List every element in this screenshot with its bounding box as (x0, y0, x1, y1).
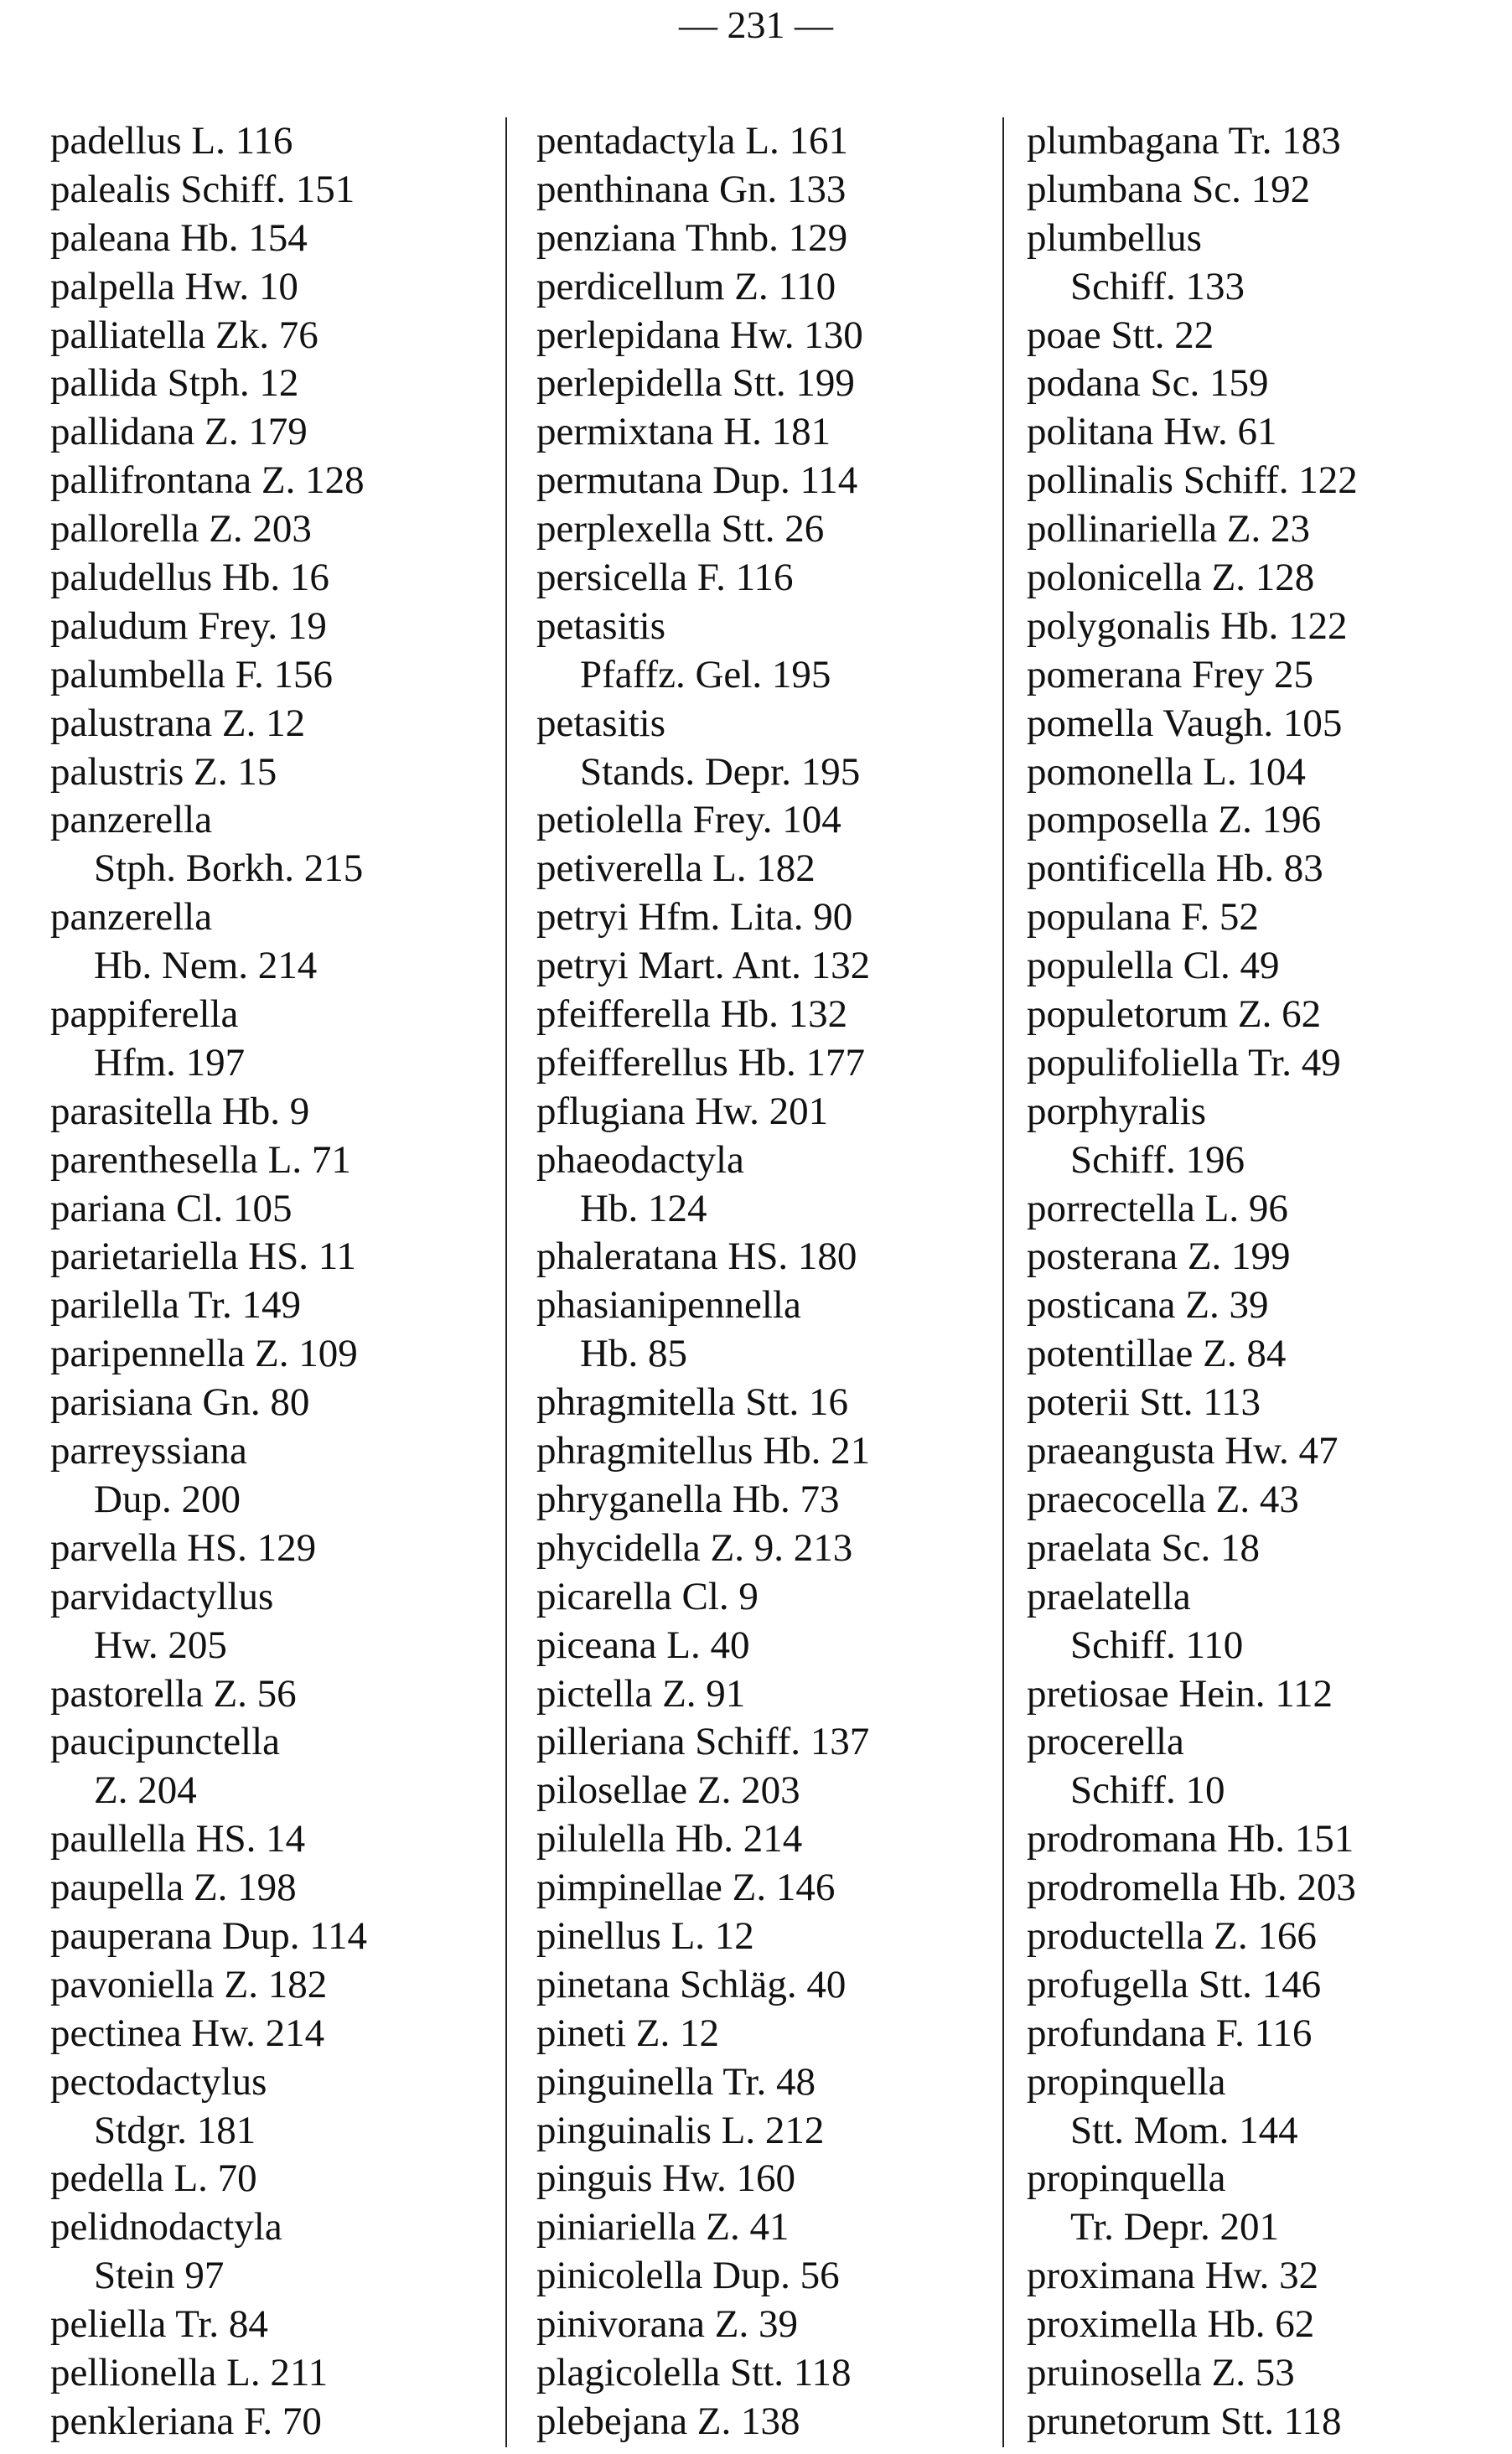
index-entry: petasitis (536, 603, 666, 648)
index-entry: perlepidella Stt. 199 (536, 361, 855, 406)
index-entry: palpella Hw. 10 (50, 264, 298, 308)
index-entry: pinellus L. 12 (536, 1913, 754, 1958)
index-entry: pinguis Hw. 160 (536, 2156, 795, 2201)
index-entry: paripennella Z. 109 (50, 1332, 358, 1376)
index-entry: Hb. 85 (580, 1332, 687, 1376)
index-entry: prodromana Hb. 151 (1027, 1817, 1354, 1861)
index-entry: pimpinellae Z. 146 (536, 1866, 836, 1910)
index-entry: Pfaffz. Gel. 195 (580, 652, 831, 696)
index-entry: pallifrontana Z. 128 (50, 458, 365, 503)
index-entry: politana Hw. 61 (1027, 410, 1277, 454)
index-entry: populella Cl. 49 (1027, 944, 1280, 988)
index-entry: piniariella Z. 41 (536, 2205, 790, 2250)
index-entry: permixtana H. 181 (536, 410, 831, 454)
index-entry: perdicellum Z. 110 (536, 264, 836, 308)
index-entry: pappiferella (50, 992, 239, 1037)
index-entry: persicella F. 116 (536, 556, 794, 600)
index-entry: Schiff. 10 (1070, 1768, 1225, 1813)
index-entry: peliella Tr. 84 (50, 2302, 268, 2347)
index-entry: proximana Hw. 32 (1027, 2254, 1319, 2298)
index-entry: pilulella Hb. 214 (536, 1817, 803, 1861)
index-entry: petryi Hfm. Lita. 90 (536, 895, 853, 940)
index-entry: penthinana Gn. 133 (536, 167, 847, 211)
index-column-1 (50, 117, 367, 2446)
index-entry: porphyralis (1027, 1089, 1207, 1133)
index-entry: propinquella (1027, 2156, 1226, 2201)
index-entry: pomerana Frey 25 (1027, 652, 1313, 696)
index-entry: parvidactyllus (50, 1574, 274, 1618)
index-entry: Hfm. 197 (94, 1040, 246, 1085)
index-entry: pentadactyla L. 161 (536, 119, 848, 163)
index-entry: pallidana Z. 179 (50, 410, 308, 454)
index-entry: populana F. 52 (1027, 895, 1259, 940)
index-entry: plumbana Sc. 192 (1027, 167, 1311, 211)
index-entry: penziana Thnb. 129 (536, 215, 848, 260)
index-entry: pectinea Hw. 214 (50, 2011, 325, 2055)
index-entry: Stein 97 (94, 2254, 225, 2298)
index-entry: populifoliella Tr. 49 (1027, 1040, 1341, 1085)
index-entry: pfeifferellus Hb. 177 (536, 1040, 865, 1085)
index-entry: phragmitellus Hb. 21 (536, 1429, 871, 1473)
index-entry: palumbella F. 156 (50, 652, 333, 696)
index-entry: palliatella Zk. 76 (50, 313, 318, 357)
index-entry: paludum Frey. 19 (50, 603, 327, 648)
column-divider-2 (1002, 117, 1004, 2447)
index-entry: pilleriana Schiff. 137 (536, 1720, 870, 1764)
index-entry: picarella Cl. 9 (536, 1574, 759, 1618)
index-entry: pellionella L. 211 (50, 2350, 329, 2394)
index-entry: prodromella Hb. 203 (1027, 1866, 1356, 1910)
index-entry: populetorum Z. 62 (1027, 992, 1322, 1037)
index-entry: polonicella Z. 128 (1027, 556, 1315, 600)
index-entry: pedella L. 70 (50, 2156, 257, 2201)
index-entry: phaeodactyla (536, 1137, 744, 1182)
index-entry: pelidnodactyla (50, 2205, 282, 2250)
index-entry: paleana Hb. 154 (50, 215, 308, 260)
index-entry: paupella Z. 198 (50, 1866, 297, 1910)
index-entry: pollinalis Schiff. 122 (1027, 458, 1358, 503)
index-entry: piceana L. 40 (536, 1623, 750, 1667)
index-entry: parvella HS. 129 (50, 1525, 317, 1570)
index-entry: pruinosella Z. 53 (1027, 2350, 1295, 2394)
index-entry: pariana Cl. 105 (50, 1186, 293, 1230)
index-entry: Schiff. 196 (1070, 1137, 1245, 1182)
index-entry: Schiff. 133 (1070, 264, 1245, 308)
index-entry: prunetorum Stt. 118 (1027, 2399, 1342, 2443)
index-entry: pflugiana Hw. 201 (536, 1089, 829, 1133)
column-divider-1 (505, 117, 507, 2447)
index-entry: posticana Z. 39 (1027, 1283, 1269, 1328)
index-entry: porrectella L. 96 (1027, 1186, 1288, 1230)
index-entry: padellus L. 116 (50, 119, 293, 163)
index-entry: Stph. Borkh. 215 (94, 846, 364, 891)
index-entry: Z. 204 (94, 1768, 197, 1813)
index-entry: Hb. Nem. 214 (94, 944, 318, 988)
index-entry: Hw. 205 (94, 1623, 227, 1667)
index-entry: procerella (1027, 1720, 1184, 1764)
index-entry: pavoniella Z. 182 (50, 1962, 328, 2006)
index-entry: poae Stt. 22 (1027, 313, 1214, 357)
index-entry: penkleriana F. 70 (50, 2399, 322, 2443)
index-entry: productella Z. 166 (1027, 1913, 1317, 1958)
index-entry: pomposella Z. 196 (1027, 798, 1322, 842)
index-entry: paucipunctella (50, 1720, 281, 1764)
index-entry: parasitella Hb. 9 (50, 1089, 310, 1133)
index-entry: parisiana Gn. 80 (50, 1380, 310, 1425)
index-entry: paludellus Hb. 16 (50, 556, 329, 600)
index-entry: Schiff. 110 (1070, 1623, 1244, 1667)
index-entry: phryganella Hb. 73 (536, 1477, 840, 1521)
index-entry: parreyssiana (50, 1429, 247, 1473)
index-entry: pinivorana Z. 39 (536, 2302, 798, 2347)
index-entry: Hb. 124 (580, 1186, 707, 1230)
index-entry: pallida Stph. 12 (50, 361, 299, 406)
index-entry: plumbellus (1027, 215, 1202, 260)
page-number: — 231 — (679, 3, 833, 46)
index-entry: proximella Hb. 62 (1027, 2302, 1315, 2347)
index-entry: posterana Z. 199 (1027, 1235, 1291, 1279)
index-entry: pomella Vaugh. 105 (1027, 701, 1343, 745)
index-entry: pinguinalis L. 212 (536, 2108, 825, 2152)
index-column-2 (536, 117, 870, 2446)
index-entry: Stands. Depr. 195 (580, 749, 861, 794)
index-entry: permutana Dup. 114 (536, 458, 858, 503)
index-entry: praeangusta Hw. 47 (1027, 1429, 1339, 1473)
index-entry: perlepidana Hw. 130 (536, 313, 863, 357)
index-entry: pfeifferella Hb. 132 (536, 992, 848, 1037)
index-entry: palealis Schiff. 151 (50, 167, 355, 211)
index-entry: profundana F. 116 (1027, 2011, 1313, 2055)
index-entry: parilella Tr. 149 (50, 1283, 301, 1328)
index-entry: panzerella (50, 798, 213, 842)
index-entry: plagicolella Stt. 118 (536, 2350, 852, 2394)
index-entry: pontificella Hb. 83 (1027, 846, 1323, 891)
index-entry: pauperana Dup. 114 (50, 1913, 368, 1958)
index-entry: panzerella (50, 895, 213, 940)
index-entry: podana Sc. 159 (1027, 361, 1269, 406)
index-entry: praelata Sc. 18 (1027, 1525, 1260, 1570)
index-entry: petasitis (536, 701, 666, 745)
index-entry: pretiosae Hein. 112 (1027, 1671, 1333, 1716)
index-entry: pinetana Schläg. 40 (536, 1962, 847, 2006)
index-entry: praecocella Z. 43 (1027, 1477, 1299, 1521)
index-entry: pomonella L. 104 (1027, 749, 1306, 794)
index-entry: Stt. Mom. 144 (1070, 2108, 1298, 2152)
index-entry: pilosellae Z. 203 (536, 1768, 800, 1813)
index-entry: polygonalis Hb. 122 (1027, 603, 1348, 648)
index-entry: pinguinella Tr. 48 (536, 2059, 816, 2104)
index-entry: phragmitella Stt. 16 (536, 1380, 849, 1425)
index-entry: palustrana Z. 12 (50, 701, 306, 745)
index-entry: profugella Stt. 146 (1027, 1962, 1322, 2006)
index-entry: parietariella HS. 11 (50, 1235, 356, 1279)
index-entry: pastorella Z. 56 (50, 1671, 297, 1716)
index-entry: pinicolella Dup. 56 (536, 2254, 840, 2298)
index-entry: plumbagana Tr. 183 (1027, 119, 1341, 163)
index-entry: phasianipennella (536, 1283, 801, 1328)
index-entry: paullella HS. 14 (50, 1817, 306, 1861)
index-entry: perplexella Stt. 26 (536, 507, 825, 551)
index-entry: parenthesella L. 71 (50, 1137, 351, 1182)
index-entry: pictella Z. 91 (536, 1671, 746, 1716)
index-entry: potentillae Z. 84 (1027, 1332, 1287, 1376)
index-entry: praelatella (1027, 1574, 1191, 1618)
index-entry: pineti Z. 12 (536, 2011, 719, 2055)
index-entry: plebejana Z. 138 (536, 2399, 800, 2443)
index-entry: pectodactylus (50, 2059, 267, 2104)
index-entry: Stdgr. 181 (94, 2108, 256, 2152)
index-entry: phycidella Z. 9. 213 (536, 1525, 853, 1570)
index-entry: phaleratana HS. 180 (536, 1235, 857, 1279)
index-entry: Tr. Depr. 201 (1070, 2205, 1279, 2250)
index-entry: palustris Z. 15 (50, 749, 277, 794)
index-entry: pollinariella Z. 23 (1027, 507, 1311, 551)
index-entry: propinquella (1027, 2059, 1226, 2104)
index-entry: Dup. 200 (94, 1477, 241, 1521)
index-entry: poterii Stt. 113 (1027, 1380, 1261, 1425)
index-entry: petiverella L. 182 (536, 846, 816, 891)
index-entry: petiolella Frey. 104 (536, 798, 841, 842)
index-entry: petryi Mart. Ant. 132 (536, 944, 871, 988)
index-column-3 (1027, 117, 1358, 2446)
index-entry: pallorella Z. 203 (50, 507, 312, 551)
